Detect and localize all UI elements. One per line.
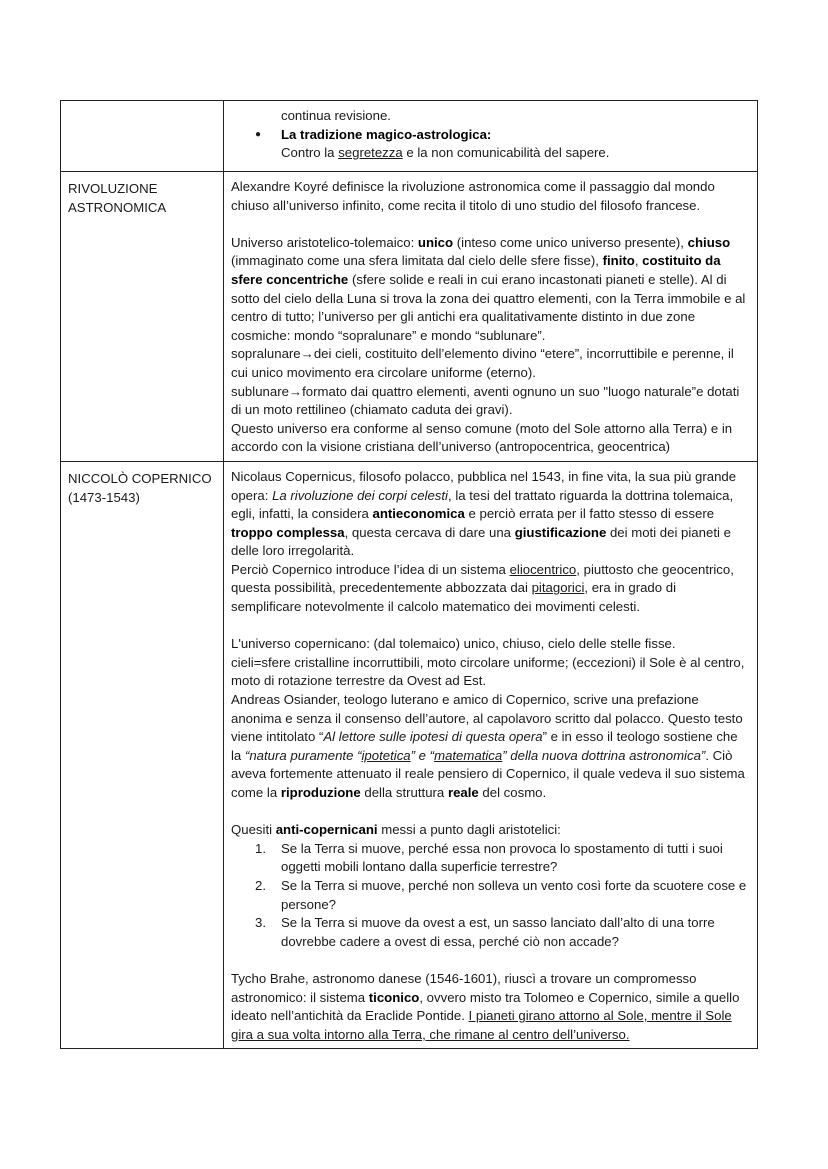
table-row-copernico xyxy=(61,461,758,1048)
carryover-text: continua revisione. xyxy=(281,108,391,123)
bullet-list xyxy=(231,126,750,163)
paragraph-tycho-brahe: Tycho Brahe, astronomo danese (1546-1601), riuscì a trovare un compromesso astronomico: il sistema ticonico, ovvero misto tra Tolomeo e Copernico, simile a quello ideato nell’antichità da Eraclide Pontide. I pianeti girano attorno al Sole, mentre il Sole gira a sua volta intorno alla Terra, che rimane al centro dell’universo. xyxy=(231,970,740,1042)
list-item: 2. Se la Terra si muove, perché non solleva un vento così forte da scuotere cose e persone? xyxy=(255,877,747,912)
list-item-tradizione: ● La tradizione magico-astrologica: Contro la segretezza e la non comunicabilità del sapere. xyxy=(281,126,750,163)
paragraph-universo-copernicano: L'universo copernicano: (dal tolemaico) unico, chiuso, cielo delle stelle fisse. xyxy=(231,636,676,652)
paragraph-senso-comune: Questo universo era conforme al senso comune (moto del Sole attorno alla Terra) e in accordo con la visione cristiana dell’universo (antropocentrica, geocentrica) xyxy=(231,420,733,455)
bullet-title: La tradizione magico-astrologica: xyxy=(281,126,492,142)
paragraph-sopralunare: sopralunare→dei cieli, costituito dell’elemento divino “etere”, incorruttibile e perenne, il cui unico movimento era circolare uniforme (eterno). xyxy=(231,346,734,380)
topic-label-copernico: NICCOLÒ COPERNICO (1473-1543) xyxy=(68,470,212,505)
paragraph-osiander: Andreas Osiander, teologo luterano e amico di Copernico, scrive una prefazione anonima e senza il consenso dell’autore, al capolavoro scritto dal polacco. Questo testo viene intitolato “Al lettore sulle ipotesi di questa opera” e in esso il teologo sostiene che la “natura puramente “ipotetica” e “matematica” della nuova dottrina astronomica”. Ciò aveva fortemente attenuato il reale pensiero di Copernico, il quale vedeva il suo sistema come la riproduzione della struttura reale del cosmo. xyxy=(231,692,745,800)
topic-cell-empty xyxy=(61,101,224,172)
table-row-continuation xyxy=(61,101,758,172)
paragraph-universo-aristotelico: Universo aristotelico-tolemaico: unico (inteso come unico universo presente), chiuso (immaginato come una sfera limitata dal cielo delle sfere fisse), finito, costituito da sfere concentriche (sfere solide e reali in cui erano incastonati pianeti e stelle). Al di sotto del cielo della Luna si trova la zona dei quattro elementi, con la Terra immobile e al centro di tutto; l’universo per gli antichi era qualitativamente distinto in due zone cosmiche: mondo “sopralunare” e mondo “sublunare”. xyxy=(231,234,746,343)
content-cell-continuation xyxy=(224,101,758,172)
list-item: 1. Se la Terra si muove, perché essa non provoca lo spostamento di tutti i suoi oggetti mobili lontano dalla superficie terrestre? xyxy=(255,840,723,875)
paragraph-copernicus-intro: Nicolaus Copernicus, filosofo polacco, pubblica nel 1543, in fine vita, la sua più grande opera: La rivoluzione dei corpi celesti, la tesi del trattato riguarda la dottrina tolemaica, egli, infatti, la considera antieconomica e perciò errata per il fatto stesso di essere troppo complessa, questa cercava di dare una giustificazione dei moti dei pianeti e delle loro irregolarità. xyxy=(231,468,737,559)
topic-cell xyxy=(61,172,224,462)
underlined-segretezza: segretezza xyxy=(338,145,403,161)
notes-table xyxy=(60,100,758,1049)
topic-label-rivoluzione: RIVOLUZIONE ASTRONOMICA xyxy=(68,181,167,215)
content-cell xyxy=(224,172,758,462)
list-item: 3. Se la Terra si muove da ovest a est, un sasso lanciato dall’alto di una torre dovrebbe cadere a ovest di essa, perché ciò non accade? xyxy=(255,915,715,949)
paragraph-koyre: Alexandre Koyré definisce la rivoluzione astronomica come il passaggio dal mondo chiuso all’universo infinito, come recita il titolo di uno studio del filosofo francese. xyxy=(231,179,715,213)
paragraph-quesiti-intro: Quesiti anti-copernicani messi a punto dagli aristotelici: xyxy=(231,822,561,838)
paragraph-cieli: cieli=sfere cristalline incorruttibili, moto circolare uniforme; (eccezioni) il Sole è al centro, moto di rotazione terrestre da Ovest ad Est. xyxy=(231,654,745,689)
paragraph-sublunare: sublunare→formato dai quattro elementi, aventi ognuno un suo "luogo naturale”e dotati di un moto rettilineo (chiamato caduta dei gravi). xyxy=(231,383,740,418)
topic-cell xyxy=(61,461,224,1048)
quesiti-list xyxy=(231,840,750,952)
paragraph-eliocentrico: Perciò Copernico introduce l’idea di un sistema eliocentrico, piuttosto che geocentrico, questa possibilità, precedentemente abbozzata dai pitagorici, era in grado di semplificare notevolmente il calcolo matematico dei movimenti celesti. xyxy=(231,561,734,615)
table-row-rivoluzione-astronomica xyxy=(61,172,758,462)
content-cell xyxy=(224,461,758,1048)
